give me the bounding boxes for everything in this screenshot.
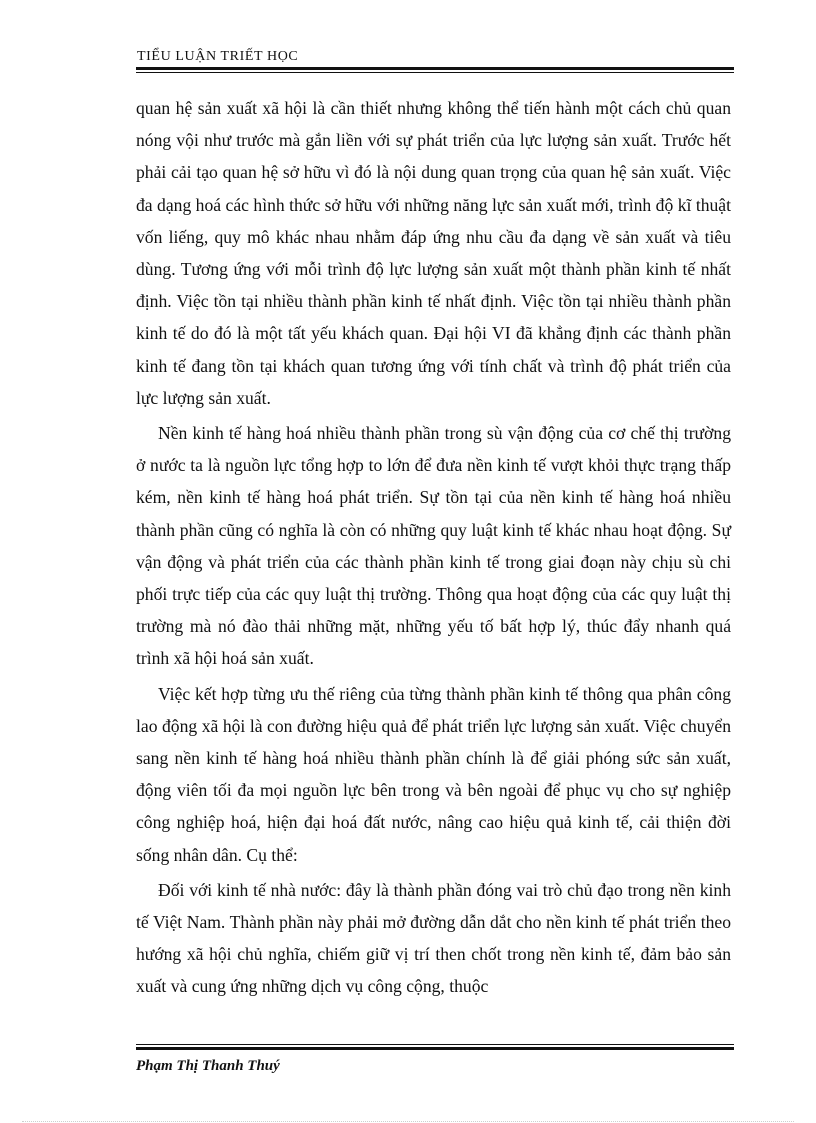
- paragraph: Việc kết hợp từng ưu thế riêng của từng thành phần kinh tế thông qua phân công lao động xã hội là con đường hiệu quả để phát triển lực lượng sản xuất. Việc chuyển sang nền kinh tế hàng hoá nhiều thành phần chính là để giải phóng sức sản xuất, động viên tối đa mọi nguồn lực bên trong và bên ngoài để phục vụ cho sự nghiệp công nghiệp hoá, hiện đại hoá đất nước, nâng cao hiệu quả kinh tế, cải thiện đời sống nhân dân. Cụ thể:: [136, 683, 731, 865]
- header-rule-thin: [136, 72, 734, 73]
- header-title: TIỂU LUẬN TRIẾT HỌC: [137, 49, 299, 64]
- page-edge-dotted-line: [22, 1121, 794, 1122]
- footer-rule-thick: [136, 1047, 734, 1050]
- paragraph-continued: quan hệ sản xuất xã hội là cần thiết nhưng không thể tiến hành một cách chủ quan nóng vội như trước mà gắn liền với sự phát triển của lực lượng sản xuất. Trước hết phải cải tạo quan hệ sở hữu vì đó là nội dung quan trọng của quan hệ sản xuất. Việc đa dạng hoá các hình thức sở hữu với những năng lực sản xuất mới, trình độ kĩ thuật vốn liếng, quy mô khác nhau nhằm đáp ứng nhu cầu đa dạng về sản xuất và tiêu dùng. Tương ứng với mỗi trình độ lực lượng sản xuất một thành phần kinh tế nhất định. Việc tồn tại nhiều thành phần kinh tế nhất định. Việc tồn tại nhiều thành phần kinh tế do đó là một tất yếu khách quan. Đại hội VI đã khẳng định các thành phần kinh tế đang tồn tại khách quan tương ứng với tính chất và trình độ phát triển của lực lượng sản xuất.: [136, 98, 731, 408]
- footer-author: Phạm Thị Thanh Thuý: [136, 1058, 280, 1074]
- paragraph: Nền kinh tế hàng hoá nhiều thành phần trong sù vận động của cơ chế thị trường ở nước ta là nguồn lực tổng hợp to lớn để đưa nền kinh tế vượt khỏi thực trạng thấp kém, nền kinh tế hàng hoá phát triển. Sự tồn tại của nền kinh tế hàng hoá nhiều thành phần cũng có nghĩa là còn có những quy luật kinh tế khác nhau hoạt động. Sự vận động và phát triển của các thành phần kinh tế trong giai đoạn này chịu sù chi phối trực tiếp của các quy luật thị trường. Thông qua hoạt động của các quy luật thị trường mà nó đào thải những mặt, những yếu tố bất hợp lý, thúc đẩy nhanh quá trình xã hội hoá sản xuất.: [136, 423, 731, 669]
- paragraph: Đối với kinh tế nhà nước: đây là thành phần đóng vai trò chủ đạo trong nền kinh tế Việt Nam. Thành phần này phải mở đường dẫn dắt cho nền kinh tế phát triển theo hướng xã hội chủ nghĩa, chiếm giữ vị trí then chốt trong nền kinh tế, đảm bảo sản xuất và cung ứng những dịch vụ công cộng, thuộc: [136, 879, 731, 997]
- header-rule-thick: [136, 67, 734, 70]
- footer-rule-thin: [136, 1044, 734, 1045]
- page-header: [136, 48, 734, 73]
- body-text: [136, 92, 731, 1003]
- page-footer: [136, 1044, 734, 1076]
